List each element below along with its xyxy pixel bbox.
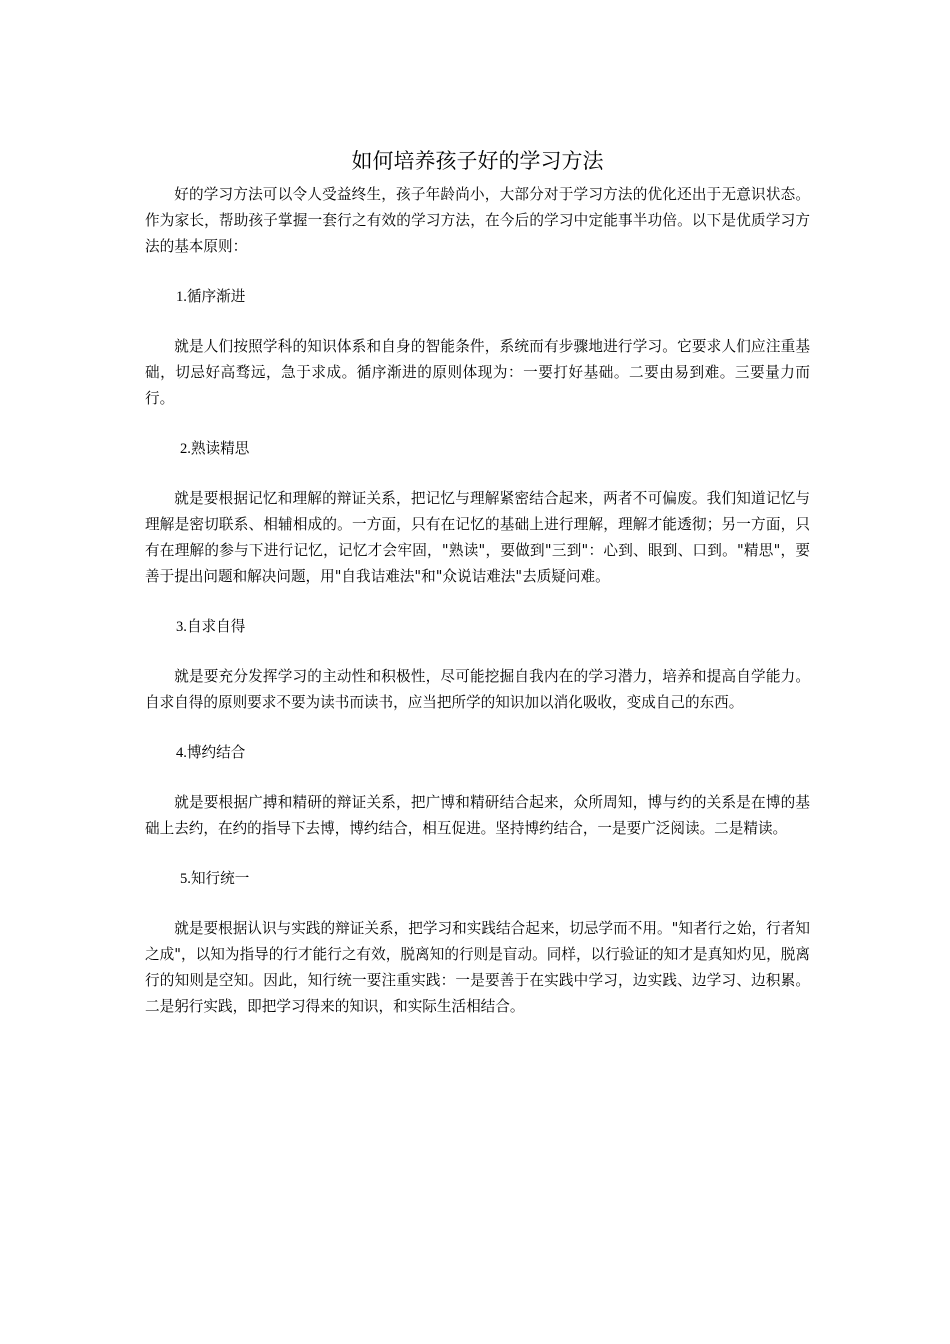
document-title: 如何培养孩子好的学习方法 [351, 149, 604, 173]
spacer [145, 462, 810, 486]
spacer [145, 842, 810, 866]
section-body-5: 就是要根据认识与实践的辩证关系，把学习和实践结合起来，切忌学而不用。"知者行之始，行者知之成"，以知为指导的行才能行之有效，脱离知的行则是盲动。同样，以行验证的知才是真知灼见，脱离行的知则是空知。因此，知行统一要注重实践：一是要善于在实践中学习，边实践、边学习、边积累。二是躬行实践，即把学习得来的知识，和实际生活相结合。 [145, 920, 810, 1015]
section-heading-4: 4.博约结合 [176, 745, 246, 761]
spacer [145, 716, 810, 740]
spacer [145, 892, 810, 916]
spacer [145, 640, 810, 664]
document-page [145, 146, 810, 1020]
section-body-2: 就是要根据记忆和理解的辩证关系，把记忆与理解紧密结合起来，两者不可偏废。我们知道记忆与理解是密切联系、相辅相成的。一方面，只有在记忆的基础上进行理解，理解才能透彻；另一方面，只有在理解的参与下进行记忆，记忆才会牢固，"熟读"，要做到"三到"：心到、眼到、口到。"精思"，要善于提出问题和解决问题，用"自我诘难法"和"众说诘难法"去质疑问难。 [145, 490, 810, 585]
section-heading-3: 3.自求自得 [176, 619, 246, 635]
section-body-3: 就是要充分发挥学习的主动性和积极性，尽可能挖掘自我内在的学习潜力，培养和提高自学能力。自求自得的原则要求不要为读书而读书，应当把所学的知识加以消化吸收，变成自己的东西。 [145, 668, 810, 711]
spacer [145, 590, 810, 614]
spacer [145, 260, 810, 284]
section-heading-5: 5.知行统一 [180, 871, 250, 887]
section-heading-1: 1.循序渐进 [176, 289, 246, 305]
section-heading-2: 2.熟读精思 [180, 441, 250, 457]
spacer [145, 310, 810, 334]
section-body-1: 就是人们按照学科的知识体系和自身的智能条件，系统而有步骤地进行学习。它要求人们应注重基础，切忌好高骛远，急于求成。循序渐进的原则体现为：一要打好基础。二要由易到难。三要量力而行。 [145, 338, 810, 407]
intro-paragraph: 好的学习方法可以令人受益终生，孩子年龄尚小，大部分对于学习方法的优化还出于无意识状态。作为家长，帮助孩子掌握一套行之有效的学习方法，在今后的学习中定能事半功倍。以下是优质学习方法的基本原则： [145, 186, 810, 255]
spacer [145, 766, 810, 790]
section-body-4: 就是要根据广搏和精研的辩证关系，把广博和精研结合起来，众所周知，博与约的关系是在博的基础上去约，在约的指导下去博，博约结合，相互促进。坚持博约结合，一是要广泛阅读。二是精读。 [145, 794, 810, 837]
spacer [145, 412, 810, 436]
